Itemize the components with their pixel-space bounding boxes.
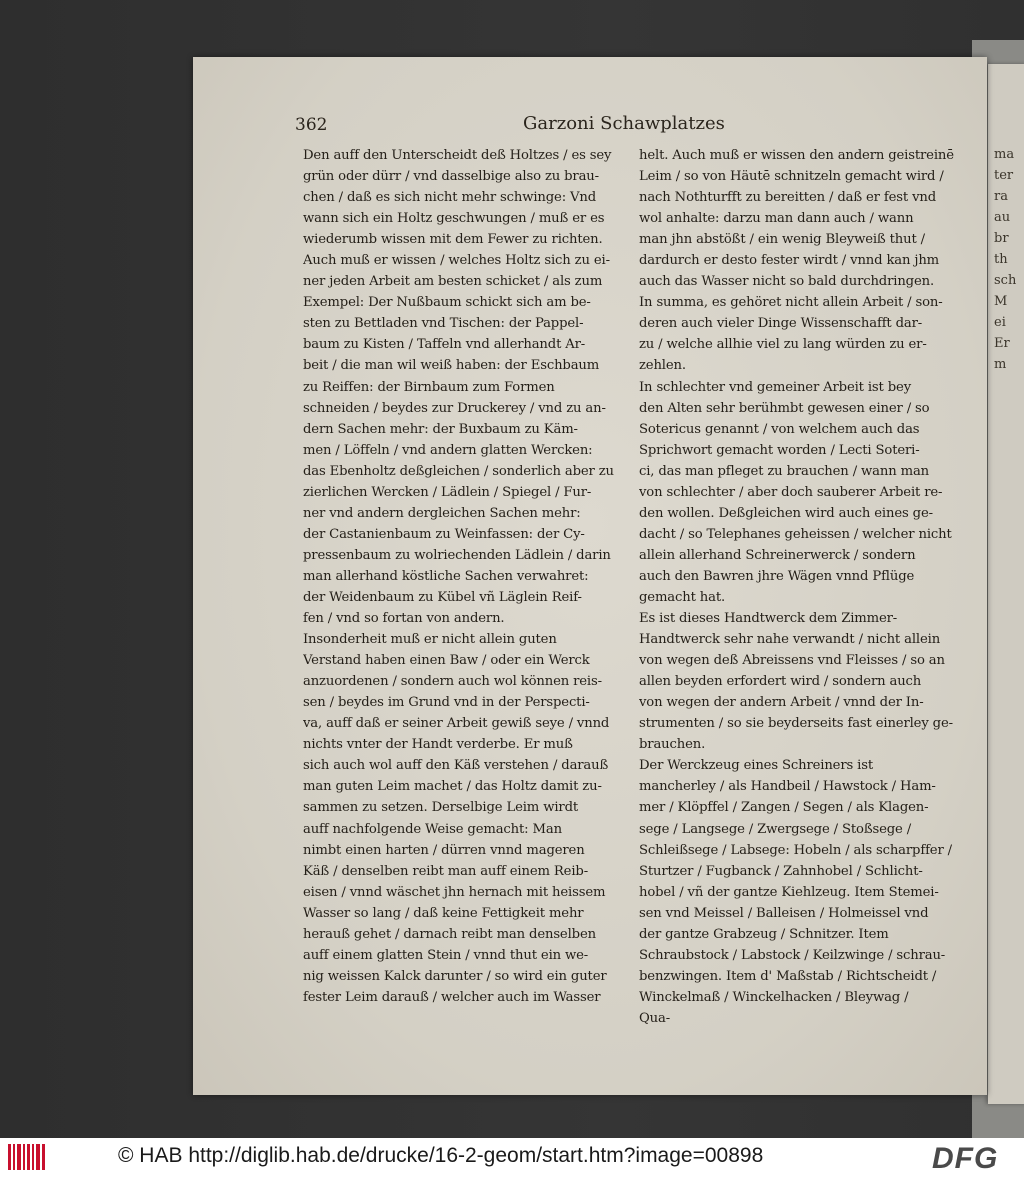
next-page-line: M (994, 294, 1008, 309)
text-line: chen / daß es sich nicht mehr schwinge: Vnd (303, 190, 597, 206)
next-page-line: br (994, 231, 1009, 246)
text-line: von wegen deß Abreissens vnd Fleisses / so an (639, 653, 945, 669)
text-line: strumenten / so sie beyderseits fast einerley ge- (639, 716, 953, 732)
text-line: zu Reiffen: der Birnbaum zum Formen (303, 379, 555, 395)
page-text (303, 145, 967, 1075)
text-line: pressenbaum zu wolriechenden Lädlein / darin (303, 547, 611, 563)
text-line: dardurch er desto fester wirdt / vnnd kan jhm (639, 253, 940, 269)
text-line: Schleißsege / Labsege: Hobeln / als scharpffer / (639, 842, 952, 858)
text-line: nichts vnter der Handt verderbe. Er muß (303, 737, 573, 753)
text-line: mer / Klöpffel / Zangen / Segen / als Klagen- (639, 800, 929, 816)
text-line: Qua- (639, 1010, 671, 1026)
text-line: anzuordenen / sondern auch wol können reis- (303, 674, 602, 690)
text-line: mancherley / als Handbeil / Hawstock / Ham- (639, 779, 936, 795)
text-line: dacht / so Telephanes geheissen / welcher nicht (639, 526, 952, 542)
text-line: zierlichen Wercken / Lädlein / Spiegel / Fur- (303, 484, 592, 500)
text-line: herauß gehet / darnach reibt man denselben (303, 926, 596, 942)
text-line: von schlechter / aber doch sauberer Arbeit re- (639, 484, 943, 500)
text-line: helt. Auch muß er wissen den andern geistreinē (639, 148, 954, 163)
text-line: Sotericus genannt / von welchem auch das (639, 421, 920, 437)
next-page-text (994, 144, 1024, 375)
text-line: In summa, es gehöret nicht allein Arbeit / son- (639, 295, 943, 311)
text-line: va, auff daß er seiner Arbeit gewiß seye / vnnd (303, 716, 610, 732)
text-line: allen beyden erfordert wird / sondern auch (639, 674, 922, 690)
source-link[interactable]: © HAB http://diglib.hab.de/drucke/16-2-geom/start.htm?image=00898 (118, 1144, 764, 1167)
text-line: man jhn abstößt / ein wenig Bleyweiß thut / (639, 232, 925, 248)
text-line: sen vnd Meissel / Balleisen / Holmeissel vnd (639, 905, 929, 921)
text-line: Sturtzer / Fugbanck / Zahnhobel / Schlicht- (639, 863, 923, 879)
text-line: gemacht hat. (639, 589, 726, 605)
left-column (303, 145, 625, 1008)
next-page-line: ma (994, 147, 1015, 162)
text-line: eisen / vnnd wäschet jhn hernach mit heissem (303, 884, 606, 900)
footer-bar (0, 1138, 1024, 1177)
text-line: Exempel: Der Nußbaum schickt sich am be- (303, 295, 591, 311)
text-line: zu / welche allhie viel zu lang würden zu er- (639, 337, 927, 353)
text-line: schneiden / beydes zur Druckerey / vnd zu an- (303, 400, 606, 416)
running-head: Garzoni Schawplatzes (523, 113, 725, 134)
text-line: fester Leim darauß / welcher auch im Wasser (303, 989, 601, 1005)
text-line: dern Sachen mehr: der Buxbaum zu Käm- (303, 421, 578, 437)
text-line: hobel / vñ der gantze Kiehlzeug. Item Stemei- (639, 884, 939, 900)
text-line: allein allerhand Schreinerwerck / sondern (639, 547, 916, 563)
text-line: deren auch vieler Dinge Wissenschafft dar- (639, 316, 923, 332)
text-line: auch das Wasser nicht so bald durchdringen. (639, 274, 934, 290)
next-page-line: au (994, 210, 1011, 225)
page-number: 362 (295, 115, 328, 135)
text-line: der gantze Grabzeug / Schnitzer. Item (639, 926, 889, 942)
text-line: Schraubstock / Labstock / Keilzwinge / schrau- (639, 947, 946, 963)
text-line: Der Werckzeug eines Schreiners ist (639, 758, 873, 774)
text-line: sen / beydes im Grund vnd in der Perspecti- (303, 695, 590, 711)
text-line: von wegen der andern Arbeit / vnnd der In- (639, 695, 924, 711)
text-line: sich auch wol auff den Käß verstehen / darauß (303, 758, 609, 774)
book-page (193, 57, 987, 1095)
text-line: auch den Bawren jhre Wägen vnnd Pflüge (639, 568, 915, 584)
text-line: ner vnd andern dergleichen Sachen mehr: (303, 505, 581, 521)
text-line: beit / die man wil weiß haben: der Eschbaum (303, 358, 600, 374)
text-line: Sprichwort gemacht worden / Lecti Soteri- (639, 442, 920, 458)
text-line: man allerhand köstliche Sachen verwahret: (303, 568, 589, 584)
text-line: sten zu Bettladen vnd Tischen: der Pappel- (303, 316, 584, 332)
text-line: ner jeden Arbeit am besten schicket / als zum (303, 274, 603, 290)
text-line: Insonderheit muß er nicht allein guten (303, 632, 557, 648)
right-column (639, 145, 964, 1029)
text-line: Käß / denselben reibt man auff einem Reib- (303, 863, 588, 879)
text-line: ci, das man pfleget zu brauchen / wann man (639, 463, 930, 479)
text-line: nimbt einen harten / dürren vnnd mageren (303, 842, 585, 858)
next-page-line: ei (994, 315, 1006, 330)
text-line: Leim / so von Häutē schnitzeln gemacht wird / (639, 169, 944, 185)
text-line: wann sich ein Holtz geschwungen / muß er es (303, 211, 605, 227)
text-line: In schlechter vnd gemeiner Arbeit ist bey (639, 379, 911, 395)
text-line: der Castanienbaum zu Weinfassen: der Cy- (303, 526, 585, 542)
next-page-line: ter (994, 168, 1014, 183)
text-line: Es ist dieses Handtwerck dem Zimmer- (639, 611, 898, 627)
text-line: men / Löffeln / vnd andern glatten Wercken: (303, 442, 593, 458)
text-line: man guten Leim machet / das Holtz damit zu- (303, 779, 602, 795)
next-page-line: m (994, 357, 1007, 372)
barcode-icon (6, 1142, 48, 1172)
next-page-line: Er (994, 336, 1010, 351)
text-line: wiederumb wissen mit dem Fewer zu richten. (303, 232, 603, 248)
text-line: den wollen. Deßgleichen wird auch eines ge- (639, 505, 933, 521)
next-page-fragment (988, 64, 1024, 1104)
text-line: wol anhalte: darzu man dann auch / wann (639, 211, 914, 227)
text-line: Winckelmaß / Winckelhacken / Bleywag / (639, 989, 909, 1005)
text-line: den Alten sehr berühmbt gewesen einer / so (639, 400, 930, 416)
text-line: der Weidenbaum zu Kübel vñ Läglein Reif- (303, 589, 582, 605)
next-page-line: ra (994, 189, 1008, 204)
next-page-line: th (994, 252, 1008, 267)
text-line: Wasser so lang / daß keine Fettigkeit mehr (303, 905, 584, 921)
text-line: Auch muß er wissen / welches Holtz sich zu ei- (303, 253, 610, 269)
text-line: Handtwerck sehr nahe verwandt / nicht allein (639, 632, 941, 648)
text-line: nig weissen Kalck darunter / so wird ein guter (303, 968, 607, 984)
text-line: nach Nothturfft zu bereitten / daß er fest vnd (639, 190, 937, 206)
text-line: Verstand haben einen Baw / oder ein Werck (303, 653, 590, 669)
text-line: auff nachfolgende Weise gemacht: Man (303, 821, 562, 837)
text-line: zehlen. (639, 358, 686, 374)
next-page-line: sch (994, 273, 1017, 288)
text-line: grün oder dürr / vnd dasselbige also zu brau- (303, 169, 599, 185)
text-line: sammen zu setzen. Derselbige Leim wirdt (303, 800, 579, 816)
dfg-logo: DFG (932, 1142, 999, 1175)
text-line: brauchen. (639, 737, 706, 753)
text-line: baum zu Kisten / Taffeln vnd allerhandt Ar- (303, 337, 586, 353)
text-line: das Ebenholtz deßgleichen / sonderlich aber zu (303, 463, 614, 479)
text-line: auff einem glatten Stein / vnnd thut ein we- (303, 947, 589, 963)
text-line: benzwingen. Item d' Maßstab / Richtscheidt / (639, 968, 937, 984)
text-line: sege / Langsege / Zwergsege / Stoßsege / (639, 821, 912, 837)
text-line: fen / vnd so fortan von andern. (303, 611, 505, 627)
text-line: Den auff den Unterscheidt deß Holtzes / es sey (303, 148, 612, 163)
